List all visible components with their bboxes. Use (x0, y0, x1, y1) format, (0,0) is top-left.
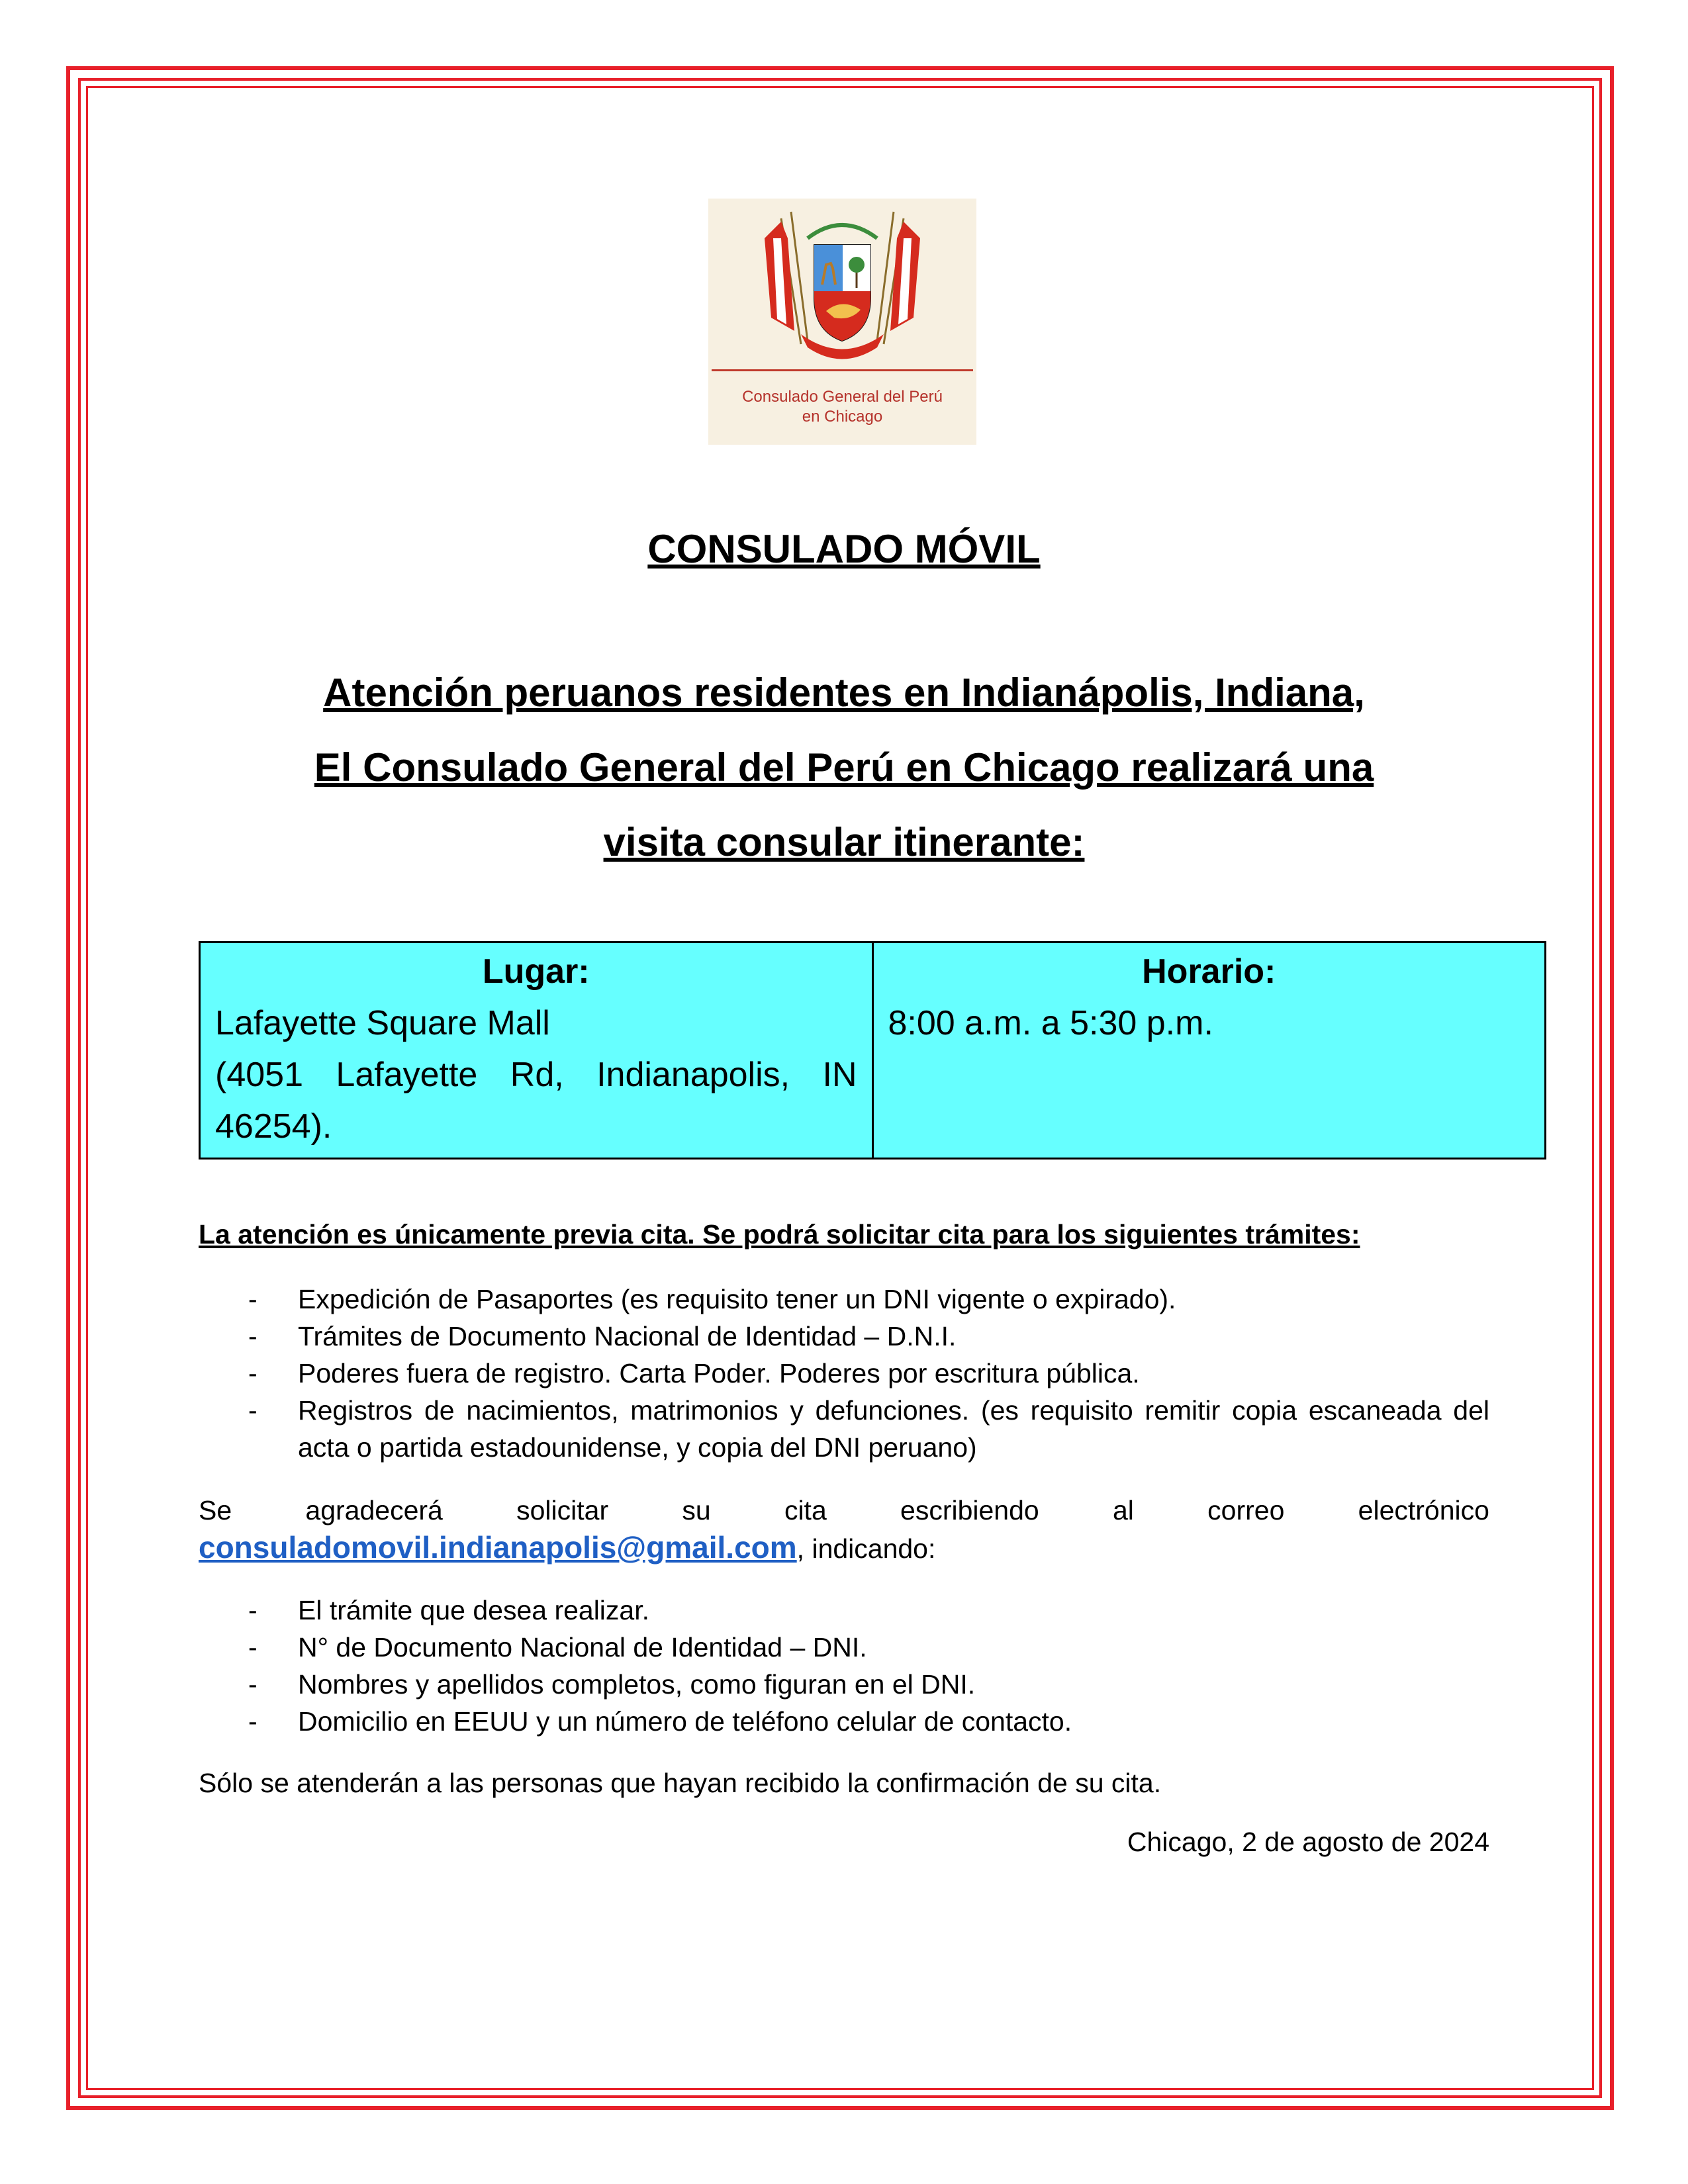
logo-caption-line1: Consulado General del Perú (742, 388, 943, 406)
logo-caption-line2: en Chicago (802, 408, 883, 426)
confirmation-notice: Sólo se atenderán a las personas que hayan recibido la confirmación de su cita. (199, 1768, 1162, 1798)
list-item: - N° de Documento Nacional de Identidad – DNI. (199, 1629, 1489, 1666)
email-suffix: , indicando: (796, 1533, 936, 1564)
request-word: correo (1207, 1495, 1285, 1525)
list-item: - Poderes fuera de registro. Carta Poder. Poderes por escritura pública. (199, 1355, 1489, 1392)
list-item: - Registros de nacimientos, matrimonios y defunciones. (es requisito remitir copia escaneada del acta o partida estadounidense, y copia del DNI peruano) (199, 1392, 1489, 1466)
list-item: - El trámite que desea realizar. (199, 1592, 1489, 1629)
logo-caption (708, 387, 976, 427)
request-word: agradecerá (305, 1495, 443, 1525)
place-header: Lugar: (482, 952, 590, 991)
heading-line-2: El Consulado General del Perú en Chicago realizará una (314, 745, 1374, 790)
request-word: electrónico (1358, 1495, 1489, 1525)
consulate-logo (708, 199, 976, 445)
hours-header: Horario: (1142, 952, 1276, 991)
list-item: - Domicilio en EEUU y un número de teléfono celular de contacto. (199, 1703, 1489, 1740)
place-address: (4051 Lafayette Rd, Indianapolis, IN 46254). (215, 1056, 857, 1146)
requirements-list (199, 1592, 1489, 1740)
request-word: escribiendo (900, 1495, 1039, 1525)
list-item: - Nombres y apellidos completos, como figuran en el DNI. (199, 1666, 1489, 1703)
request-word: al (1112, 1495, 1134, 1525)
logo-divider (712, 369, 973, 371)
request-word: solicitar (516, 1495, 609, 1525)
request-word: su (682, 1495, 711, 1525)
procedures-list (199, 1281, 1489, 1466)
email-line (199, 1529, 1489, 1567)
request-word: Se (199, 1495, 232, 1525)
page-title: CONSULADO MÓVIL (647, 527, 1041, 571)
place-cell (200, 942, 873, 1159)
list-item: - Trámites de Documento Nacional de Identidad – D.N.I. (199, 1318, 1489, 1355)
heading-line-3: visita consular itinerante: (603, 820, 1085, 864)
heading-line-1: Atención peruanos residentes en Indianápolis, Indiana, (323, 670, 1365, 715)
request-word: cita (784, 1495, 827, 1525)
request-line (199, 1492, 1489, 1529)
date-line: Chicago, 2 de agosto de 2024 (1127, 1827, 1489, 1857)
place-name: Lafayette Square Mall (215, 1004, 550, 1042)
email-link[interactable]: consuladomovil.indianapolis@gmail.com (199, 1530, 797, 1565)
hours-value: 8:00 a.m. a 5:30 p.m. (888, 1004, 1213, 1042)
appointment-notice: La atención es únicamente previa cita. Se podrá solicitar cita para los siguientes trámites: (199, 1219, 1360, 1250)
info-table (199, 941, 1546, 1160)
list-item: - Expedición de Pasaportes (es requisito tener un DNI vigente o expirado). (199, 1281, 1489, 1318)
hours-cell (872, 942, 1546, 1159)
request-paragraph (199, 1492, 1489, 1567)
peru-coat-of-arms-icon (708, 199, 976, 371)
